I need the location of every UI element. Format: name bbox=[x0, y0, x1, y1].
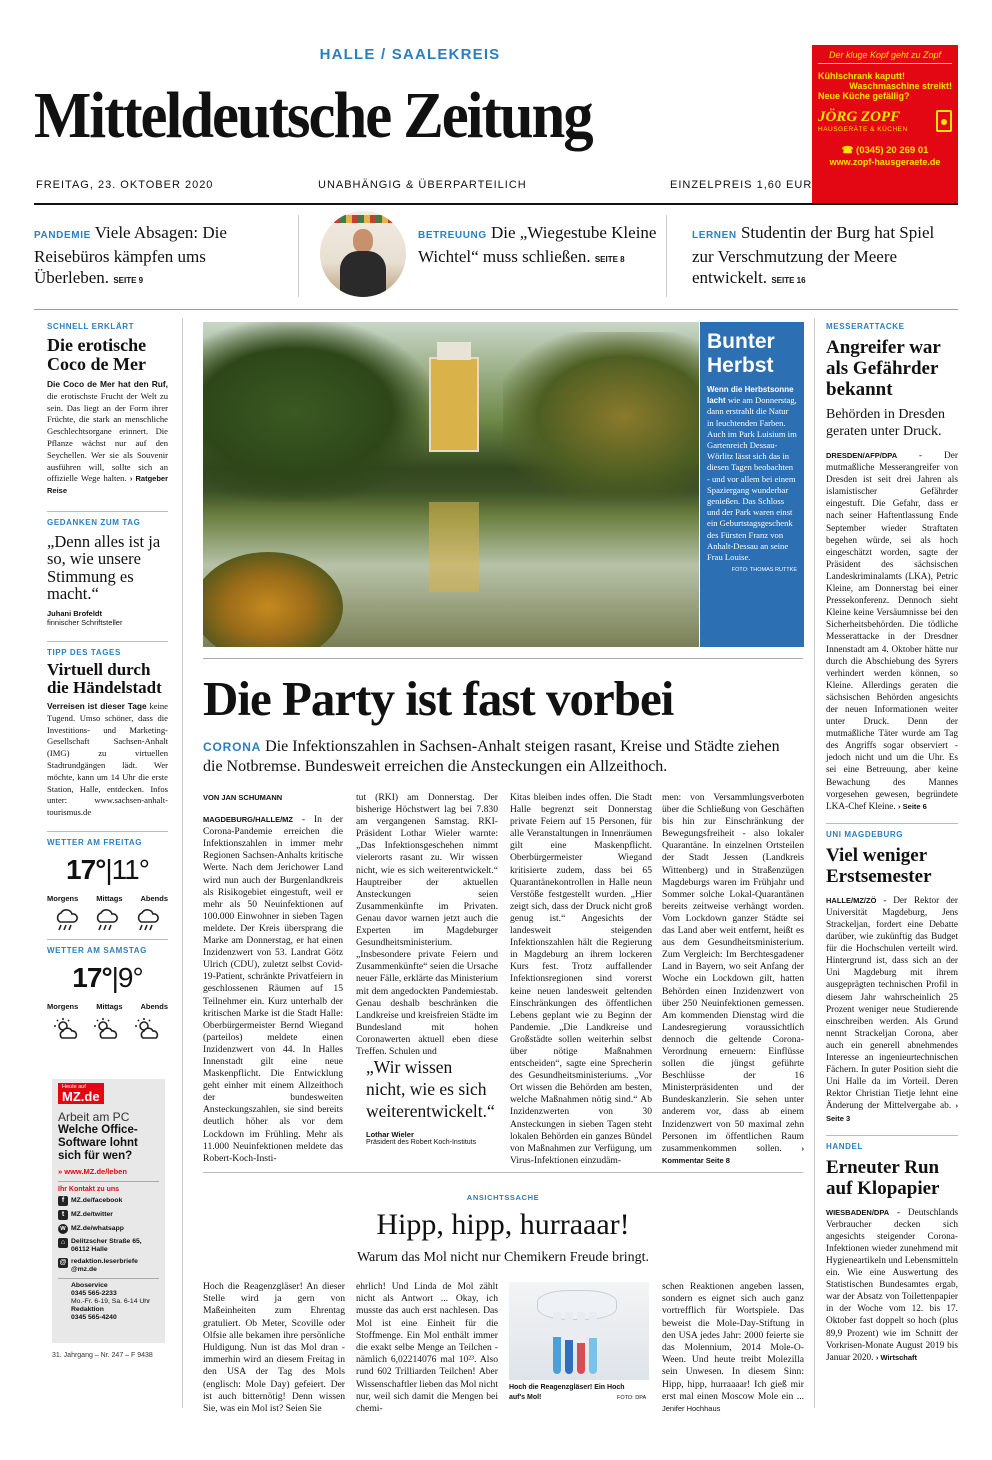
feature-author: Jenifer Hochhaus bbox=[662, 1404, 721, 1414]
ad-brand-sub: HAUSGERÄTE & KÜCHEN bbox=[818, 126, 908, 133]
handel-kicker: HANDEL bbox=[826, 1141, 863, 1151]
advertisement[interactable] bbox=[812, 45, 958, 203]
lead-byline: VON JAN SCHUMANN bbox=[203, 793, 283, 802]
handel-title[interactable]: Erneuter Run auf Klopapier bbox=[826, 1156, 940, 1199]
schnell-body: die erotischste Frucht der Welt zu sein. Das liegt an der Form ihrer Früchte, die stark an menschliche Geschlechtsorgane erinnert. Die Pflanze wächst nur auf den Seychellen. Wer sie als Souvenir ausführen will, sollte sich an offizielle Wege halten. bbox=[47, 390, 168, 484]
schnell-ref[interactable]: Ratgeber Reise bbox=[47, 474, 168, 496]
lead-quote: „Wir wissen nicht, wie es sich weiterentwickelt.“ bbox=[366, 1057, 495, 1121]
tipp-kicker: TIPP DES TAGES bbox=[47, 647, 121, 657]
abo-hours: Mo.-Fr. 6-19, Sa. 6-14 Uhr bbox=[71, 1298, 151, 1305]
mz-line1: Arbeit am PC bbox=[58, 1110, 130, 1124]
lead-col2-text: tut (RKI) am Donnerstag. Der bisherige Höchstwert lag bei 7.830 am vergangenen Samstag. RKI-Präsident Lothar Wieler warnte: „Das Infektionsgeschehen nimmt vielerorts rasant zu. Wir wissen nicht, wie es sich weiterentwickelt.“ Hauptreiber der aktuellen Ansteckungen seien Zusammenkünfte im Privaten. Genau davor warnen jetzt auch die Experten im Magdeburger Gesundheitsministerium. „Insbesondere private Feiern und Zusammenkünfte“ seien die Ursache neuer Fälle, erklärte das Ministerium mit dem angedockten Pandemiestab. Genau deshalb beschränken die Landkreise und kreisfreien Städte im Bundesland mit hohen Coronawerten aktuell eben diese Treffen. Schulen und bbox=[356, 792, 498, 1057]
ad-line-3: Neue Küche gefällig? bbox=[818, 91, 910, 101]
mz-headline[interactable]: Welche Office-Software lohnt sich für wen? bbox=[58, 1124, 138, 1162]
feature-column-3: schen Reaktionen angeben lassen, sondern es eignet sich auch ganz vortrefflich für Wortspiele. Das beweist die Mole-Day-Stiftung in den USA jedes Jahr: 2000 feierte sie das Molennium, 2014 Mole-O-Ween. Und heute treibt Molezilla sein Unwesen. In diesem Sinn: Hipp, hipp, hurraaaar! Ich gieß mir erst mal einen Moscow Mole ein ... Jenifer Hochhaus bbox=[662, 1281, 804, 1414]
messe-kicker: MESSERATTACKE bbox=[826, 322, 905, 331]
teaser-text: Viele Absagen: Die Reisebüros kämpfen ums Überleben. bbox=[34, 223, 227, 287]
twitter-icon[interactable]: t bbox=[58, 1210, 68, 1220]
whatsapp-icon[interactable]: w bbox=[58, 1224, 68, 1234]
facebook-icon[interactable]: f bbox=[58, 1196, 68, 1206]
mail-icon[interactable]: @ bbox=[59, 1259, 67, 1266]
tipp-body: keine Tugend. Umso schöner, dass die Investitions- und Marketing-Gesellschaft Sachsen-Anhalt (IMG) zu virtuellen Stadtrundgängen lädt. Wer möchte, kann um 14 Uhr die erste Station, Halle, entdecken. Infos unter: www.sachsen-anhalt-tourismus.de bbox=[47, 700, 168, 818]
uni-ref[interactable]: Seite 3 bbox=[826, 1113, 851, 1123]
motto: UNABHÄNGIG & ÜBERPARTEILICH bbox=[318, 179, 527, 191]
feature-subhead: Warum das Mol nicht nur Chemikern Freude bringt. bbox=[356, 1250, 650, 1265]
contact-title: Ihr Kontakt zu uns bbox=[58, 1186, 120, 1193]
contact-facebook[interactable]: MZ.de/facebook bbox=[71, 1197, 123, 1204]
uni-kicker: UNI MAGDEBURG bbox=[826, 829, 904, 839]
location-icon: ⌂ bbox=[58, 1238, 68, 1248]
left-column: SCHNELL ERKLÄRT Die erotische Coco de Mer Die Coco de Mer hat den Ruf, die erotischste Frucht der Welt zu sein. Das liegt an der Form ihrer Früchte, die stark an menschliche Geschlechtsorgane erinnert. Die Pflanze wächst nur auf den Seychellen. Wer sie als Souvenir ausführen will, sollte sich an offizielle Wege halten. › Ratgeber Reise GEDANKEN ZUM TAG „Denn alles ist ja so, wie unsere Stimmung es macht.“ Juhani Brofeldt finnischer Schriftsteller TIPP DES TAGES Virtuell durch die Händelstadt Verreisen ist dieser Tage keine Tugend. Umso schöner, dass die Investitions- und Marketing-Gesellschaft Sachsen-Anhalt (IMG) zu virtuellen Stadtrundgängen lädt. Wer möchte, kann um 14 Uhr die erste Station, Halle, entdecken. Infos unter: www.sachsen-anhalt-tourismus.de WETTER AM FREITAG 17°|11° Morgens Mittags Abends WETTER AM SAMSTAG 17°|9° Morgens Mittags Abends bbox=[47, 322, 168, 1041]
schnell-lead: Die Coco de Mer hat den Ruf, bbox=[47, 379, 168, 389]
teaser-ref: SEITE 8 bbox=[594, 255, 625, 264]
teaser-text: Studentin der Burg hat Spiel zur Verschmutzung der Meere entwickelt. bbox=[692, 223, 935, 287]
contact-whatsapp[interactable]: MZ.de/whatsapp bbox=[71, 1225, 124, 1232]
feature-kicker: ANSICHTSSACHE bbox=[466, 1193, 540, 1202]
gedanken-author-desc: finnischer Schriftsteller bbox=[47, 617, 123, 627]
tipp-lead: Verreisen ist dieser Tage bbox=[47, 700, 147, 711]
lead-column-4: men: von Versammlungsverboten über die Schließung von Geschäften bis hin zur Einschränkung der Bewegungsfreiheit - also lokaler Quarantäne. In einzelnen Ortsteilen der Stadt Jessen (Landkreis Wittenberg) und in Straßenzügen Magdeburgs waren im Frühjahr und Sommer solche Lokal-Quarantänen bereits zeitweise verhängt worden. Vom Lockdown ganzer Städte sei das Land aber weit entfernt, heißt es aus dem Gesundheitsministerium. Zum Vergleich: Im Berchtesgadener Land in Bayern, wo seit Anfang der Woche ein Lockdown gilt, hatten Behörden einen Inzidenzwert von über 250 Neuinfektionen gemessen. Am kommenden Dienstag wird die Landesregierung voraussichtlich dennoch die geltende Corona-Verordnung erneuern: Einflüsse sollen die jüngst geführte Beschlüsse der 16 Ministerpräsidenten und der Bundeskanzlerin. Sie sehen unter anderem vor, dass ab einem Inzidenzwert von 50 maximal zehn Personen im öffentlichen Raum zusammenkommen sollen. › Kommentar Seite 8 bbox=[662, 792, 804, 1165]
feature-column-2: ehrlich! Und Linda de Mol zählt nicht als Antwort ... Okay, ich musste das auch erst nachlesen. Das Mol ist eine Einheit für die Stoffmenge. Ein Mol enthält immer die exakt selbe Menge an Teilchen - nämlich 6,02214076 mal 10²³. Also rund 602 Trilliarden Teilchen! Aber Wissenschaftler lieben das Mol nicht nur, weil sich damit die Mengen bei chemi- bbox=[356, 1281, 498, 1415]
abo-phone[interactable]: 0345 565-2233 bbox=[71, 1290, 117, 1297]
mz-link[interactable]: » www.MZ.de/leben bbox=[58, 1167, 127, 1176]
contact-twitter[interactable]: MZ.de/twitter bbox=[71, 1211, 113, 1218]
issue-date: FREITAG, 23. OKTOBER 2020 bbox=[36, 179, 214, 191]
ad-phone: ☎ (0345) 20 269 01 bbox=[841, 145, 929, 156]
uni-body: - Der Rektor der Universität Magdeburg, Jens Strackeljan, fordert eine Debatte darüber, wie zukünftig das Budget für die Hochschulen verteilt wird. Hintergrund ist, dass sich an der Uni Magdeburg mit ihrem ausgeprägten technischen Profil in diesem Jahr wahrscheinlich 25 Prozent weniger neue Studierende einschreiben werden. Als Grund nennt Strackeljan Corona, aber auch ein generell abnehmendes Interesse an ingenieurtechnischen Fächern. In guter Position sieht die Uni Halle da im Vorteil. Deren Rektor Christian Tietje lehnt eine Änderung der Mittelvergabe ab. bbox=[826, 895, 958, 1112]
test-tube-photo[interactable] bbox=[509, 1282, 649, 1380]
feature-image-credit: FOTO: DPA bbox=[617, 1395, 647, 1401]
gedanken-author: Juhani Brofeldt bbox=[47, 608, 103, 618]
teaser-3[interactable] bbox=[692, 222, 958, 291]
messe-body: - Der mutmaßliche Messerangreifer von Dresden ist seit drei Jahren als islamistischer Gefährder eingestuft. Die Gefahr, dass er nach seiner Haftentlassung Ende September wieder Straftaten begehen würde, sei als hoch eingeschätzt worden, sagte der Präsident des sächsischen Landeskriminalamts (LKA), Petric Kleine, am Donnerstag bei einer Pressekonferenz. Dennoch sieht Kleine keine Versäumnisse bei den Sicherheitsbehörden. Die tödliche Messerattacke in der Dresdner Innenstadt am 4. Oktober hätte nur durch die Abschiebung des Syrers verhindert werden können, so Kleine. Allerdings geraten die sächsischen Behörden angesichts der neuen Informationen weiter unter Druck. Denn der mutmaßliche Täter wurde am Tag des Angriffs sogar observiert - jedoch nicht und um die Uhr. Es sei eine Betreuung, aber keine Bewachung des Mannes vorgesehen gewesen, begründete LKA-Chef Kleine. bbox=[826, 451, 958, 812]
handel-dateline: WIESBADEN/DPA bbox=[826, 1207, 890, 1217]
price: EINZELPREIS 1,60 EUR bbox=[670, 179, 813, 191]
tipp-title[interactable]: Virtuell durch die Händelstadt bbox=[47, 659, 162, 697]
teaser-kicker: LERNEN bbox=[692, 230, 737, 241]
ad-line-2: Waschmaschine streikt! bbox=[849, 81, 952, 91]
contact-address: Delitzscher Straße 65, 06112 Halle bbox=[71, 1238, 142, 1253]
schnell-title[interactable]: Die erotische Coco de Mer bbox=[47, 335, 147, 374]
photo-box-lead: Wenn die Herbstsonne lacht bbox=[707, 385, 794, 406]
sun-cloud-icon bbox=[93, 1017, 121, 1041]
weather-label-morning: Morgens bbox=[47, 1001, 79, 1011]
photo-box-body: wie am Donnerstag, dann erstrahlt die Natur in leuchtenden Farben. Auch im Park Luisium im Gartenreich Dessau-Wörlitz lässt sich das in diesen Tagen beobachten - und vor allem bei einem Spaziergang wunderbar genießen. Das Schloss und der Park waren einst ein Geburtstagsgeschenk des Fürsten Franz von Anhalt-Dessau an seine Frau Louise. bbox=[707, 395, 797, 563]
handel-ref[interactable]: Wirtschaft bbox=[880, 1352, 918, 1362]
redaktion-title: Redaktion bbox=[71, 1306, 104, 1313]
teaser-ref: SEITE 9 bbox=[113, 276, 144, 285]
feature-column-1: Hoch die Reagenzgläser! An dieser Stelle wird ja gern von Maßeinheiten zum Ehrentag gratuliert. Ob Meter, Scoville oder Olfsie alle bekamen ihre persönliche Huldigung. Nun ist das Mol dran - immerhin wird an diesem Freitag in den USA der Tag des Mols (englisch: Mole Day) gefeiert. Der ist auch bitternötig! Denn wissen Sie, was ein Mol ist? Seien Sie bbox=[203, 1281, 345, 1415]
photo-caption-box bbox=[700, 322, 804, 647]
lead-quote-author: Lothar Wieler bbox=[366, 1130, 414, 1139]
messe-sub: Behörden in Dresden geraten unter Druck. bbox=[826, 407, 945, 439]
weather-label-noon: Mittags bbox=[96, 1001, 123, 1011]
ad-url[interactable]: www.zopf-hausgeraete.de bbox=[829, 157, 941, 167]
messe-dateline: DRESDEN/AFP/DPA bbox=[826, 451, 898, 460]
contact-mail[interactable]: redaktion.leserbriefe @mz.de bbox=[71, 1258, 138, 1273]
mz-box[interactable] bbox=[52, 1079, 165, 1343]
gedanken-quote: „Denn alles ist ja so, wie unsere Stimmung es macht.“ bbox=[47, 531, 161, 604]
issue-number: 31. Jahrgang – Nr. 247 – F 9438 bbox=[52, 1352, 153, 1359]
teaser-text: Die „Wiegestube Kleine Wichtel“ muss schließen. bbox=[418, 223, 657, 266]
schnell-kicker: SCHNELL ERKLÄRT bbox=[47, 322, 135, 331]
lead-headline[interactable]: Die Party ist fast vorbei bbox=[203, 671, 674, 726]
teaser-kicker: PANDEMIE bbox=[34, 230, 91, 241]
weather-label-evening: Abends bbox=[140, 893, 168, 903]
photo-box-title: Bunter Herbst bbox=[707, 330, 775, 377]
weather-saturday-kicker: WETTER AM SAMSTAG bbox=[47, 945, 147, 955]
uni-dateline: HALLE/MZ/ZÖ bbox=[826, 895, 877, 905]
lead-subhead bbox=[203, 737, 803, 777]
park-photo[interactable] bbox=[203, 322, 699, 647]
lead-col3-text: Kitas bleiben indes offen. Die Stadt Halle begrenzt seit Donnerstag private Feiern auf 15 Personen, für alle Veranstaltungen in Innenräumen gilt eine Maskenpflicht. Oberbürgermeister Wiegand kritisierte zudem, dass bei 65 Quarantänekontrollen in Halle neun Verstöße festgestellt wurden. „Hier zeigt sich, dass der Druck nicht groß genug ist.“ Angesichts der landesweit steigenden Infektionszahlen hält die Regierung in Magdeburg an ihrem lockeren Kurs fest. Trotz auffallender Infektionsregionen sind vorerst keine neuen landesweit geltenden Einschränkungen des öffentlichen Lebens geplant wie zu Beginn der Pandemie. „Die Landkreise und Großstädte sollen weiterhin selbst über nötige Maßnahmen entscheiden“, sagte eine Sprecherin des Gesundheitsministeriums. „Vor Ort wissen die Behörden am besten, welche Maßnahmen nötig sind.“ Ab Inzidenzwerten von 30 Ansteckungen in sieben Tagen steht lokalen Behörden ein ganzes Bündel von Maßnahmen zur Verfügung, um Virus-Infektionen einzudäm- bbox=[510, 792, 652, 1166]
feature-image-caption: Hoch die Reagenzgläser! Ein Hoch auf's Mol! bbox=[509, 1384, 625, 1401]
sun-cloud-icon bbox=[134, 1017, 162, 1041]
teaser-1[interactable] bbox=[34, 222, 284, 291]
rain-cloud-icon bbox=[93, 909, 121, 933]
lead-column-1 bbox=[203, 792, 343, 1165]
feature-headline[interactable]: Hipp, hipp, hurraaar! bbox=[376, 1208, 630, 1241]
rain-cloud-icon bbox=[134, 909, 162, 933]
lead-dateline: MAGDEBURG/HALLE/MZ bbox=[203, 815, 293, 825]
sun-cloud-icon bbox=[53, 1017, 81, 1041]
weather-friday-temps: 17°|11° bbox=[66, 853, 149, 885]
weather-label-evening: Abends bbox=[140, 1001, 168, 1011]
ad-slogan: Der kluge Kopf geht zu Zopf bbox=[818, 50, 952, 64]
lead-quote-box bbox=[366, 1056, 496, 1146]
messe-ref[interactable]: Seite 6 bbox=[902, 801, 927, 811]
gedanken-kicker: GEDANKEN ZUM TAG bbox=[47, 517, 141, 527]
weather-friday-kicker: WETTER AM FREITAG bbox=[47, 837, 143, 847]
weather-label-noon: Mittags bbox=[96, 893, 123, 903]
ad-line-1: Kühlschrank kaputt! bbox=[818, 71, 906, 81]
lead-subhead-text: Die Infektionszahlen in Sachsen-Anhalt steigen rasant, Kreise und Städte ziehen die Notbremse. Bundesweit erreichen die Ansteckungen ein Allzeithoch. bbox=[203, 738, 780, 775]
teaser-rule bbox=[34, 309, 958, 310]
teaser-portrait bbox=[320, 211, 406, 297]
region-label: HALLE / SAALEKREIS bbox=[319, 46, 501, 63]
right-column: MESSERATTACKE Angreifer war als Gefährder bekannt Behörden in Dresden geraten unter Druck. DRESDEN/AFP/DPA - Der mutmaßliche Messerangreifer von Dresden ist seit drei Jahren als islamistischer Gefährder eingestuft. Die Gefahr, dass er nach seiner Haftentlassung Ende September wieder Straftaten begehen würde, sei als hoch eingeschätzt worden, sagte der Präsident des sächsischen Landeskriminalamts (LKA), Petric Kleine, am Donnerstag bei einer Pressekonferenz. Dennoch sieht Kleine keine Versäumnisse bei den Sicherheitsbehörden. Die tödliche Messerattacke in der Dresdner Innenstadt am 4. Oktober hätte nur durch die Abschiebung des Syrers verhindert werden können, so Kleine. Allerdings geraten die sächsischen Behörden angesichts der neuen Informationen weiter unter Druck. Denn der mutmaßliche Täter wurde am Tag des Angriffs sogar observiert - jedoch nicht und um die Uhr. Es sei eine Betreuung, aber keine Bewachung des Mannes vorgesehen gewesen, begründete LKA-Chef Kleine. › Seite 6 UNI MAGDEBURG Viel weniger Erstsemester HALLE/MZ/ZÖ - Der Rektor der Universität Magdeburg, Jens Strackeljan, fordert eine Debatte darüber, wie zukünftig das Budget für die Hochschulen verteilt wird. Hintergrund ist, dass sich an der Uni Magdeburg mit ihrem ausgeprägten technischen Profil in diesem Jahr wahrscheinlich 25 Prozent weniger neue Studierende einschreiben werden. Als Grund nennt Strackeljan Corona, aber auch ein generell abnehmendes Interesse an ingenieurtechnischen Fächern. In guter Position sieht die Uni Halle da im Vorteil. Deren Rektor Christian Tietje lehnt eine Änderung der Mittelvergabe ab. › Seite 3 HANDEL Erneuter Run auf Klopapier WIESBADEN/DPA - Deutschlands Verbraucher decken sich angesichts steigender Corona-Infektionen wieder zunehmend mit Hygieneartikeln und Lebensmitteln ein. Wie eine Auswertung des Statistischen Bundesamtes ergab, war der Absatz von Toilettenpapier in der Woche vom 12. bis 17. Oktober fast doppelt so hoch (plus 89,9 Prozent) wie im Schnitt der Vorkrisen-Monate August 2019 bis Januar 2020. › Wirtschaft bbox=[826, 322, 959, 1363]
lead-kicker: CORONA bbox=[203, 740, 262, 754]
lead-comment-ref[interactable]: Kommentar Seite 8 bbox=[662, 1155, 730, 1165]
teaser-kicker: BETREUUNG bbox=[418, 230, 487, 241]
handel-body: - Deutschlands Verbraucher decken sich angesichts steigender Corona-Infektionen wieder zunehmend mit Hygieneartikeln und Lebensmitteln ein. Wie eine Auswertung des Statistischen Bundesamtes ergab, war der Absatz von Toilettenpapier in der Woche vom 12. bis 17. Oktober fast doppelt so hoch (plus 89,9 Prozent) wie im Schnitt der Vorkrisen-Monate August 2019 bis Januar 2020. bbox=[826, 1207, 959, 1363]
teaser-2[interactable] bbox=[418, 222, 658, 270]
weather-label-morning: Morgens bbox=[47, 893, 79, 903]
teaser-ref: SEITE 16 bbox=[771, 276, 806, 285]
abo-title: Aboservice bbox=[71, 1282, 108, 1289]
rain-cloud-icon bbox=[53, 909, 81, 933]
masthead-rule bbox=[34, 203, 958, 205]
lead-column-2 bbox=[356, 792, 498, 1058]
appliance-icon bbox=[936, 110, 952, 132]
photo-credit: FOTO: THOMAS RUTTKE bbox=[731, 567, 797, 574]
messe-title[interactable]: Angreifer war als Gefährder bekannt bbox=[826, 337, 941, 400]
lead-quote-desc: Präsident des Robert Koch-Instituts bbox=[366, 1139, 477, 1146]
lead-col4-text: men: von Versammlungsverboten über die Schließung von Geschäften bis hin zur Einschränkung der Bewegungsfreiheit - also lokaler Quarantäne. In einzelnen Ortsteilen der Stadt Jessen (Landkreis Wittenberg) und in Straßenzügen Magdeburgs waren im Frühjahr und Sommer solche Lokal-Quarantänen bereits zeitweise verhängt worden. Vom Lockdown ganzer Städte sei das Land aber weit entfernt, heißt es aus dem Gesundheitsministerium. Zum Vergleich: Im Berchtesgadener Land in Bayern, wo seit Anfang der Woche ein Lockdown gilt, hatten Behörden einen Inzidenzwert von über 250 Neuinfektionen gemessen. Am kommenden Dienstag wird die Landesregierung voraussichtlich dennoch die geltende Corona-Verordnung erneuern: Einflüsse sollen die jüngst geführte Beschlüsse der 16 Ministerpräsidenten und der Bundeskanzlerin. Sie sehen unter anderem vor, dass ab einem Inzidenzwert von 50 maximal zehn Personen im öffentlichen Raum zusammenkommen sollen. bbox=[662, 792, 804, 1154]
newspaper-title[interactable]: Mitteldeutsche Zeitung bbox=[34, 79, 592, 152]
lead-column-3 bbox=[510, 792, 652, 1167]
redaktion-phone[interactable]: 0345 565-4240 bbox=[71, 1314, 117, 1321]
ad-brand: JÖRG ZOPF bbox=[818, 109, 901, 125]
weather-saturday-temps: 17°|9° bbox=[72, 961, 143, 993]
mz-logo[interactable]: Heute auf MZ.de bbox=[58, 1083, 104, 1104]
uni-title[interactable]: Viel weniger Erstsemester bbox=[826, 844, 932, 887]
lead-col1-text: - In der Corona-Pandemie erreichen die Infektionszahlen in immer mehr Regionen Sachsen-Anhalts kritische Werte. Nach dem Jerichower Land wird nun auch der Burgenlandkreis als Risikogebiet eingestuft, weil er mehr als 50 Neuinfektionen auf 100.000 Einwohner in sieben Tagen meldete. Der Kreis übersprang die Marke am Donnerstag, er hat einen Inzidenzwert von 53. Landrat Götz Ulrich (CDU), zuletzt selbst Covid-19-Patient, schränkte Privatfeiern in geschlossenen Räumen auf 15 Teilnehmer ein. Kurz unterhalb der kritischen Marke ist die Stadt Halle: Oberbürgermeister Bernd Wiegand (parteilos) meldete einen Inzidenzwert von 44. In Halles Innenstadt gilt eine neue Maskenpflicht. Die Entwicklung geht einher mit einem Allzeithoch der bundesweiten Ansteckungszahlen, sie sind bereits deutlich höher als vor dem Lockdown im Frühling. Mehr als 11.000 Neuinfektionen meldete das Robert-Koch-Insti- bbox=[203, 814, 343, 1164]
